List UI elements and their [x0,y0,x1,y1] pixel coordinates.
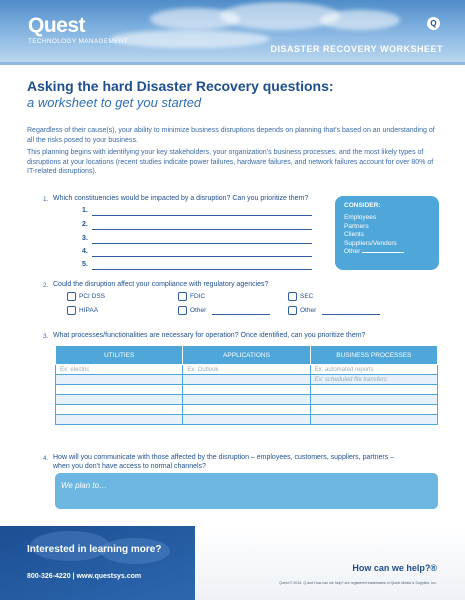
cloud-decoration [110,30,270,48]
table-cell[interactable] [183,395,310,405]
consider-item: Clients [344,231,364,238]
table-cell[interactable] [310,395,437,405]
intro-paragraph-2: This planning begins with identifying your key stakeholders, your organization’s business processes, and the most likely types of disruptions at your locations (recent studies indicate power failures, hardware failures, and network failures account for over 80% of IT-related disruptions). [27,149,434,175]
constituency-line-3[interactable]: 3. [82,235,312,245]
question-1-number: 1. [43,196,49,203]
consider-item: Suppliers/Vendors [344,239,397,247]
footer-contact[interactable]: 800-326-4220 | www.questsys.com [27,573,142,580]
cloud-decoration [320,10,400,30]
communication-plan-field[interactable]: We plan to… [55,473,438,509]
table-row [56,385,438,395]
document-title: DISASTER RECOVERY WORKSHEET [270,44,443,54]
processes-table [55,345,438,425]
page-subtitle: a worksheet to get you started [27,95,202,110]
column-header-applications: APPLICATIONS [183,346,310,365]
quest-logo: Quest [28,14,86,37]
logo-subtitle: TECHNOLOGY MANAGEMENT [28,38,129,45]
constituency-line-4[interactable]: 4. [82,248,312,258]
consider-item-other: Other [344,248,430,257]
table-cell[interactable]: Ex: automated reports [310,365,437,375]
question-3-number: 3. [43,333,49,340]
question-2-text: Could the disruption affect your compliance with regulatory agencies? [53,281,269,288]
table-cell[interactable] [183,415,310,425]
table-cell[interactable] [56,405,183,415]
table-cell[interactable] [310,385,437,395]
table-row [56,395,438,405]
column-header-business-processes: BUSINESS PROCESSES [310,346,437,365]
table-cell[interactable] [310,405,437,415]
footer-title: Interested in learning more? [27,544,162,555]
question-4-number: 4. [43,455,49,462]
consider-item: Partners [344,222,369,230]
question-4-text-line-2: when you don’t have access to normal channels? [53,463,206,470]
table-row [56,415,438,425]
table-row [56,365,438,375]
constituency-line-1[interactable]: 1. [82,207,312,217]
table-row [56,375,438,385]
column-header-utilities: UTILITIES [56,346,183,365]
table-cell[interactable]: Ex: Outlook [183,365,310,375]
question-4-text-line-1: How will you communicate with those affected by the disruption – employees, customers, suppliers, partners – [53,454,395,461]
page-header [0,0,465,62]
header-divider [0,62,465,65]
legal-text: Quest © 2014. Q and How can we help? are registered trademarks of Quest Media & Supplies, Inc. [279,581,437,585]
table-cell[interactable]: Ex: scheduled file transfers [310,375,437,385]
consider-title: CONSIDER: [344,202,381,209]
quest-badge-icon: Q [427,17,440,30]
question-3-text: What processes/functionalities are necessary for operation? Once identified, can you prioritize them? [53,332,366,339]
table-cell[interactable] [56,385,183,395]
consider-item: Employees [344,214,377,221]
table-cell[interactable] [56,395,183,405]
footer-tagline-panel [195,526,465,600]
table-cell[interactable]: Ex: electric [56,365,183,375]
page-title: Asking the hard Disaster Recovery questions: [27,78,334,94]
table-cell[interactable] [183,405,310,415]
footer-contact-panel [0,526,195,600]
consider-box [335,196,439,270]
table-cell[interactable] [56,415,183,425]
consider-other-field[interactable] [362,252,404,253]
question-2-number: 2. [43,282,49,289]
table-cell[interactable] [183,375,310,385]
page-footer [0,526,465,600]
table-cell[interactable] [310,415,437,425]
table-header-row [56,346,438,365]
intro-paragraph-1: Regardless of their cause(s), your ability to minimize business disruptions depends on planning that’s based on an understanding of all the risks posed to your business. [27,127,435,144]
tagline: How can we help?® [352,563,437,573]
table-row [56,405,438,415]
question-1-text: Which constituencies would be impacted by a disruption? Can you prioritize them? [53,195,309,202]
table-cell[interactable] [183,385,310,395]
table-cell[interactable] [56,375,183,385]
constituency-line-2[interactable]: 2. [82,221,312,231]
constituency-line-5[interactable]: 5. [82,261,312,271]
